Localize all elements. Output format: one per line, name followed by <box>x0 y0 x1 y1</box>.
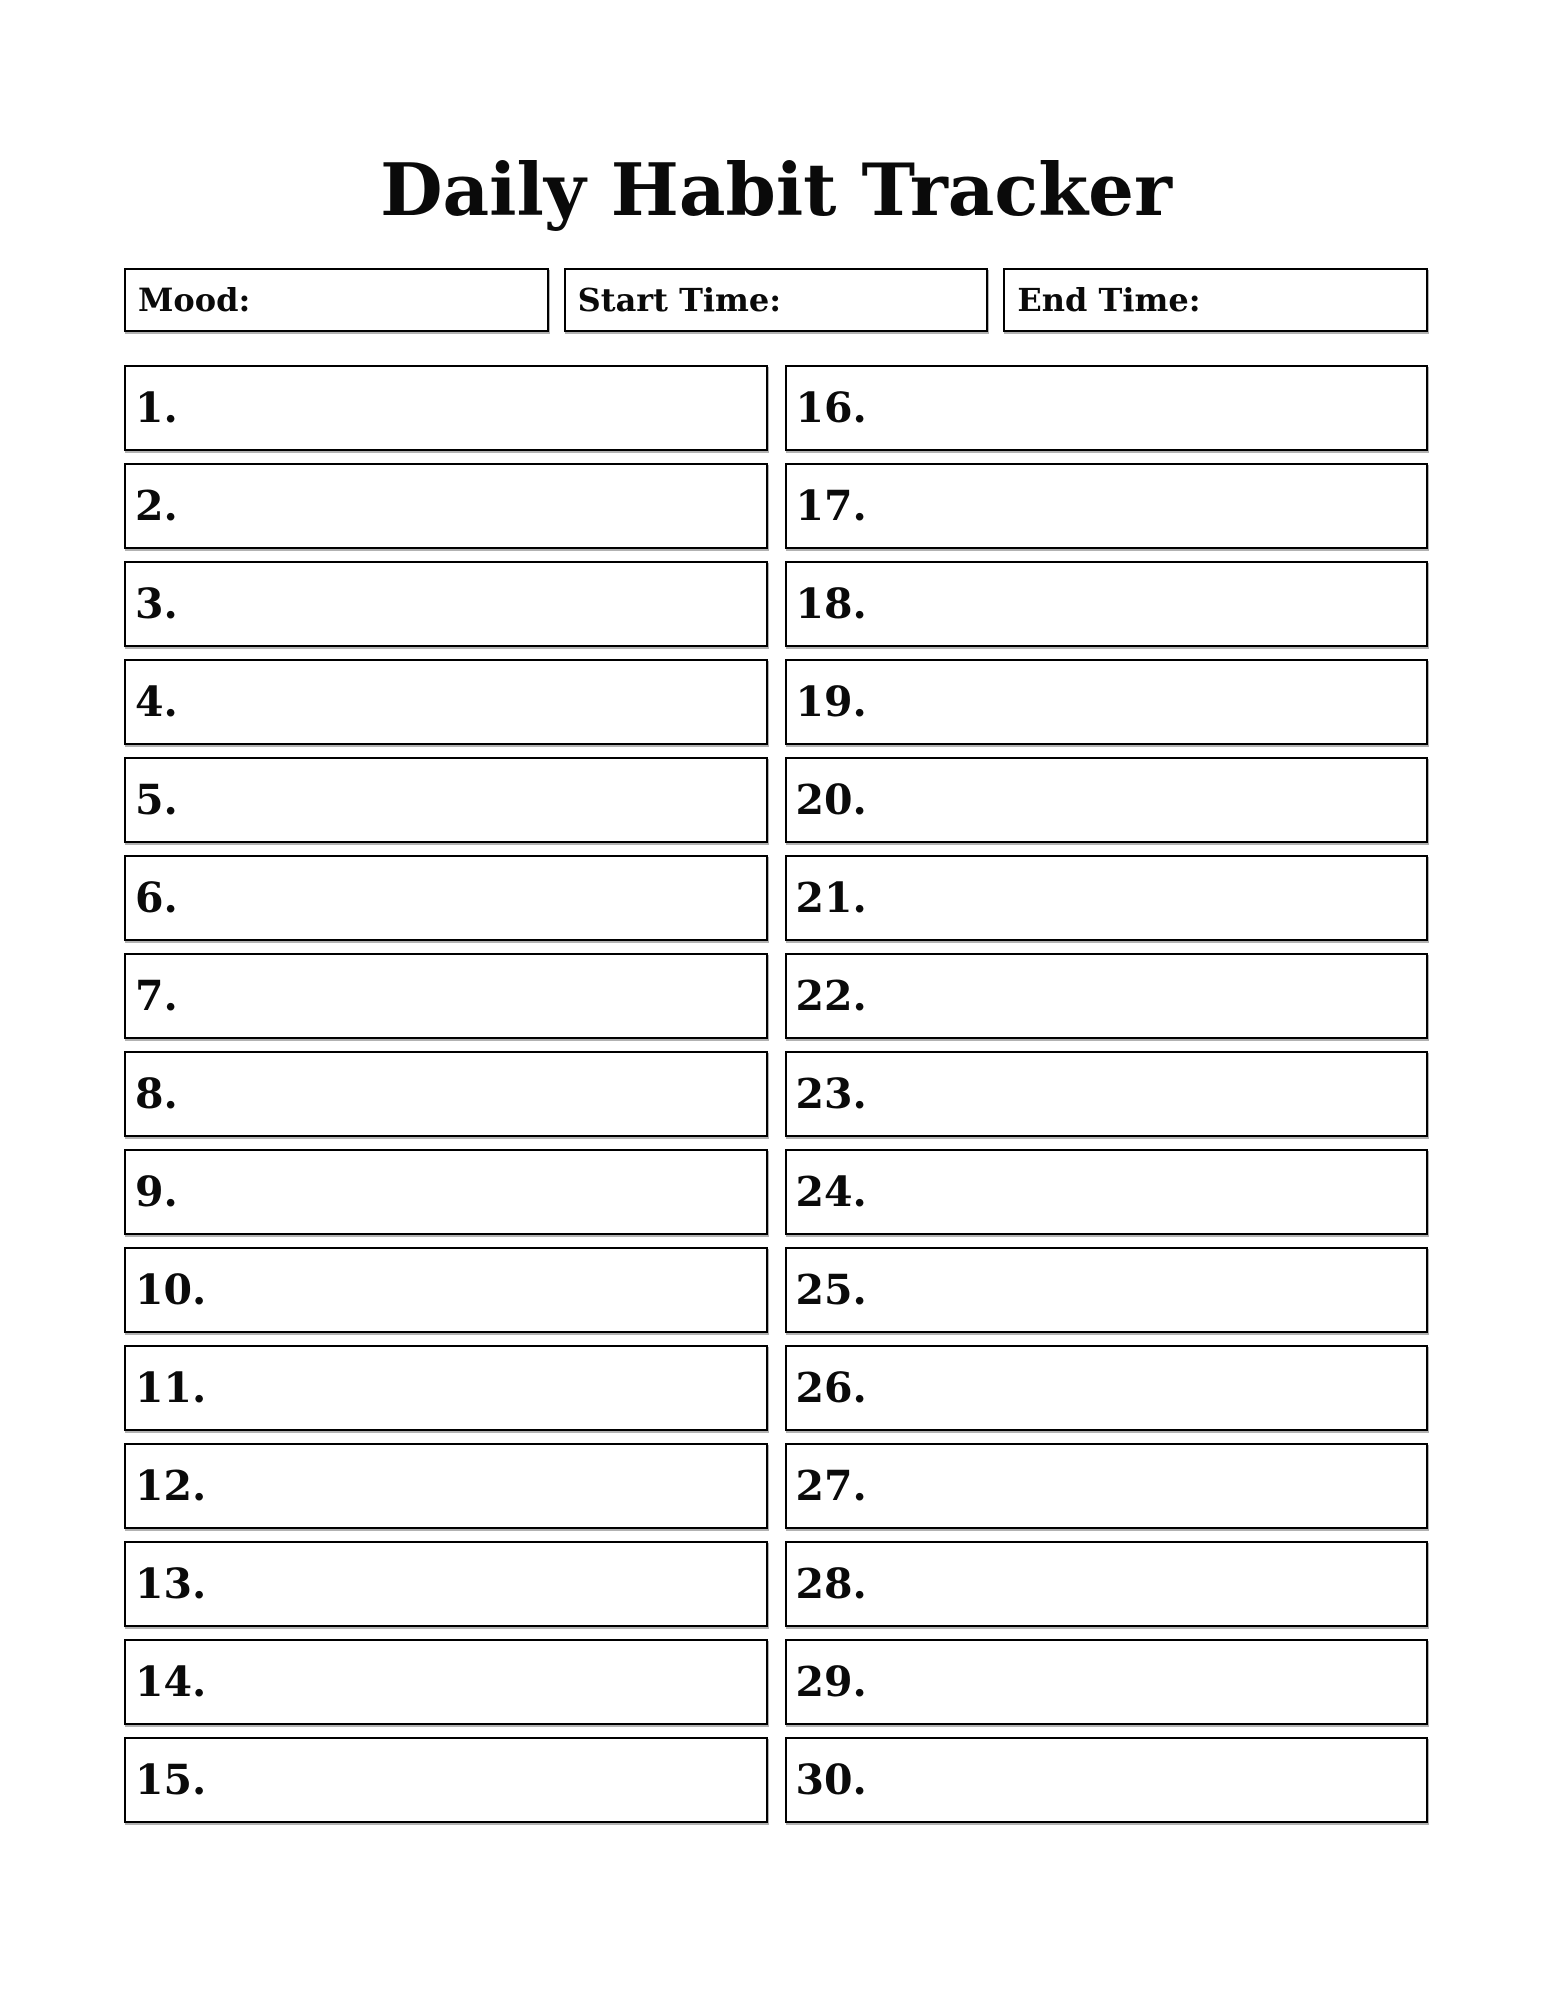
habit-number: 18. <box>795 579 867 628</box>
habit-box-29[interactable] <box>785 1639 1429 1725</box>
habit-box-14[interactable] <box>124 1639 768 1725</box>
habit-box-8[interactable] <box>124 1051 768 1137</box>
habit-number: 27. <box>795 1461 867 1510</box>
mood-label: Mood: <box>138 281 251 319</box>
habit-number: 16. <box>795 383 867 432</box>
habit-box-19[interactable] <box>785 659 1429 745</box>
habit-box-4[interactable] <box>124 659 768 745</box>
habit-box-15[interactable] <box>124 1737 768 1823</box>
habit-box-20[interactable] <box>785 757 1429 843</box>
end-time-field[interactable] <box>1003 268 1428 332</box>
habit-number: 11. <box>135 1363 207 1412</box>
habit-number: 12. <box>135 1461 207 1510</box>
habit-number: 2. <box>135 481 178 530</box>
habit-number: 25. <box>795 1265 867 1314</box>
habit-number: 24. <box>795 1167 867 1216</box>
header-fields <box>124 268 1428 332</box>
habit-box-10[interactable] <box>124 1247 768 1333</box>
habit-number: 3. <box>135 579 178 628</box>
habit-box-12[interactable] <box>124 1443 768 1529</box>
habit-box-26[interactable] <box>785 1345 1429 1431</box>
habit-box-23[interactable] <box>785 1051 1429 1137</box>
habit-box-25[interactable] <box>785 1247 1429 1333</box>
habit-number: 4. <box>135 677 178 726</box>
end-time-label: End Time: <box>1017 281 1201 319</box>
habit-box-22[interactable] <box>785 953 1429 1039</box>
habit-number: 26. <box>795 1363 867 1412</box>
habit-box-28[interactable] <box>785 1541 1429 1627</box>
habit-number: 19. <box>795 677 867 726</box>
habit-box-1[interactable] <box>124 365 768 451</box>
habit-box-16[interactable] <box>785 365 1429 451</box>
habit-box-7[interactable] <box>124 953 768 1039</box>
habit-number: 8. <box>135 1069 178 1118</box>
habit-number: 5. <box>135 775 178 824</box>
habit-box-3[interactable] <box>124 561 768 647</box>
habit-number: 23. <box>795 1069 867 1118</box>
start-time-field[interactable] <box>564 268 989 332</box>
mood-field[interactable] <box>124 268 549 332</box>
habit-box-24[interactable] <box>785 1149 1429 1235</box>
habit-number: 29. <box>795 1657 867 1706</box>
habit-number: 10. <box>135 1265 207 1314</box>
habit-box-27[interactable] <box>785 1443 1429 1529</box>
habit-number: 6. <box>135 873 178 922</box>
habit-number: 13. <box>135 1559 207 1608</box>
habit-number: 14. <box>135 1657 207 1706</box>
habit-number: 7. <box>135 971 178 1020</box>
habit-box-5[interactable] <box>124 757 768 843</box>
habit-number: 1. <box>135 383 178 432</box>
habit-box-11[interactable] <box>124 1345 768 1431</box>
habit-box-6[interactable] <box>124 855 768 941</box>
habit-box-2[interactable] <box>124 463 768 549</box>
habit-box-18[interactable] <box>785 561 1429 647</box>
habit-number: 21. <box>795 873 867 922</box>
habit-box-13[interactable] <box>124 1541 768 1627</box>
habit-box-17[interactable] <box>785 463 1429 549</box>
habit-number: 28. <box>795 1559 867 1608</box>
habit-number: 20. <box>795 775 867 824</box>
habit-grid <box>124 365 1428 1823</box>
habit-box-9[interactable] <box>124 1149 768 1235</box>
habit-number: 17. <box>795 481 867 530</box>
habit-box-30[interactable] <box>785 1737 1429 1823</box>
habit-number: 30. <box>795 1755 867 1804</box>
habit-number: 9. <box>135 1167 178 1216</box>
habit-number: 22. <box>795 971 867 1020</box>
habit-tracker-page <box>124 0 1428 1823</box>
page-title: Daily Habit Tracker <box>380 147 1172 232</box>
start-time-label: Start Time: <box>577 281 782 319</box>
habit-number: 15. <box>135 1755 207 1804</box>
habit-box-21[interactable] <box>785 855 1429 941</box>
